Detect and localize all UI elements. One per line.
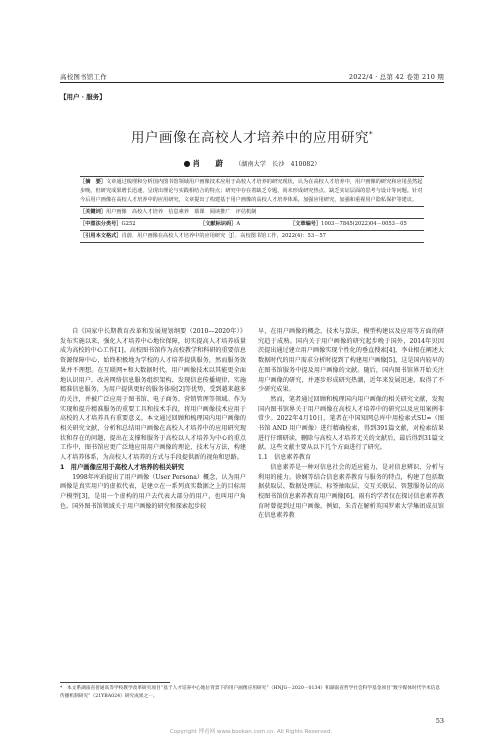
article-number-label: ［文章编号］	[290, 221, 322, 227]
article-number-value: 1003－7845(2022)04－0053－05	[321, 221, 407, 227]
citation-text: 肖蔚．用户画像在高校人才培养中的应用研究［J］．高校图书馆工作，2022(4)：53－57	[121, 233, 326, 239]
document-code	[200, 220, 290, 229]
classification-row	[80, 220, 424, 229]
author-line	[60, 158, 444, 169]
abstract-text: 文章通过梳理和分析国内图书馆领域用户画像技术应用于高校人才培养的研究现状，认为在高校人才培养中，用户画像的研究和应用虽然起步晚，但研究成果增长迅速，呈现出理论与实践相结合的特点；研究中存在着缺乏专题、尚未形成研究热点、缺乏实证层面的思考与设计等问题。针对今后用户画像在高校人才培养中的应用研究，文章提出了构建基于用户画像的高校人才培养体系，加强应用研究，加强和重视用户隐私保护等建议。	[80, 179, 423, 203]
clc-label: ［中图法分类号］	[80, 221, 122, 227]
body-column-right	[258, 327, 444, 521]
article-title-text: 用户画像在高校人才培养中的应用研究	[131, 130, 369, 146]
survey-paragraph: 然而，笔者通过回顾和梳理国内用户画像的相关研究文献，发现国内图书馆界关于用户画像在高校人才培养中的研究以及应用案例非常少。2022年4月10日，笔者在中国知网总库中用检索式SU=（图书馆 AND 用户画像）进行精确检索，得到391篇文献，对检索结果进行仔细研读，删除与高校人才培养无关的文献后，最后得到31篇文献。这些文献主要从以下几个方面进行了研究。	[258, 395, 444, 452]
body-column-left	[60, 327, 246, 511]
keywords-text: 用户画像 高校人才培养 信息素养 慕课 阅读推广 评估机制	[105, 209, 257, 215]
page-number: 53	[435, 717, 444, 725]
section-tag: 【用户 · 服务】	[60, 93, 106, 101]
article-number	[290, 220, 407, 229]
article-metadata	[80, 175, 424, 244]
clc-value: G252	[121, 221, 136, 227]
meta-rule-abstract	[80, 206, 424, 207]
copyright-watermark: Copyright 博看网 www.bookan.com.cn. All Rights Reserved.	[169, 729, 333, 735]
citation	[80, 232, 424, 241]
meta-rule-keywords	[80, 218, 424, 219]
article-title	[60, 126, 444, 146]
section-1-paragraph: 1998年库珀提出了用户画像（User Persona）概念，认为用户画像是真实用户的虚拟代表，是建立在一系列真实数据之上的目标用户模型[3]，是用一个虚构的用户去代表大部分的用户，也叫用户角色。国外图书馆领域关于用户画像的研究和探索起步较	[60, 473, 246, 510]
funding-footnote	[60, 685, 444, 701]
subsection-heading-1-1: 1.1 信息素养教育	[258, 454, 312, 462]
meta-rule-bottom	[80, 242, 424, 243]
author-name: 肖 蔚	[192, 159, 227, 168]
section-heading-1: 1 用户画像应用于高校人才培养的相关研究	[60, 463, 185, 471]
citation-label: ［引用本文格式］	[80, 233, 122, 239]
meta-rule-top	[80, 176, 424, 177]
doc-label: ［文献标识码］	[200, 221, 237, 227]
keywords	[80, 208, 424, 217]
running-header-issue: 2022/4 · 总第 42 卷第 210 期	[348, 73, 444, 81]
abstract-label: ［摘 要］	[80, 179, 106, 185]
author-affiliation: （湖南大学 长沙 410082）	[234, 161, 321, 168]
intro-paragraph: 自《国家中长期教育改革和发展规划纲要（2010—2020年）》发布实施以来，强化人才培养中心地位保障，切实提高人才培养质量成为高校的中心工作[1]。高校图书馆作为高校教学和科研的重要信息资源保障中心，始终积极地为学校的人才培养提供服务，然而服务效果并不理想。在互联网+和大数据时代，用户画像技术以其能更全面地认识用户，改善网络信息服务组织架构、发现信息传播规律、实施精准信息服务，为用户提供更好的服务体验[2]等优势，受到越来越多的关注，并被广泛应用于图书馆、电子商务、营销管理等领域。作为实现和提升精准服务的重要工具和技术手段，将用户画像技术应用于高校的人才培养具有重要意义。本文通过回顾和梳理国内用户画像的相关研究文献，分析和总结用户画像在高校人才培养中的应用研究现状和存在的问题，提出在支撑和服务于高校以人才培养为中心的重点工作中，图书馆应更广泛地应用用户画像的理论、技术与方法，构建人才培养体系，为高校人才培养的方式与手段提供新的视角和思路。	[60, 328, 246, 462]
meta-rule-classification	[80, 230, 424, 231]
footnote-mark: *	[60, 686, 63, 691]
running-header-journal: 高校图书馆工作	[60, 73, 107, 81]
doc-value: A	[236, 221, 241, 227]
footnote-rule	[60, 682, 170, 683]
author-bullet: ●	[183, 159, 191, 168]
clc-number	[80, 220, 200, 229]
continued-paragraph: 早，在用户画像的概念、技术与算法、模型构建以及应用等方面的研究趋于成熟。国内关于用户画像的研究起步晚于国外，2014年贝因茨提出通过建立用户画像实现个性化的垂直搜索[4]，李业根在阐述大数据时代的用户需求分析时提到了构建用户画像[5]，这是国内较早的在图书馆服务中提及用户画像的文献。随后，国内图书馆界开始关注用户画像的研究，并逐步形成研究热潮，近年来发展迅速，取得了不少研究成果。	[258, 328, 444, 394]
header-rule	[60, 82, 444, 83]
keywords-label: ［关键词］	[80, 209, 106, 215]
information-literacy-paragraph: 信息素养是一种对信息社会的适应能力，是对信息辨识、分析与利用的能力。徐娴等结合信息素养教育与服务的特点，构建了包括数据获取层、数据处理层、标签抽取层、交互关联层、智慧服务层的高校图书馆信息素养教育用户画像[6]。雨有约学者仅在探讨信息素养教育时曾提到过用户画像。例如，朱青在解析英国罗素大学集团成员馆在信息素养教	[258, 463, 444, 520]
footnote-text: 本文系湖南省普通高等学校教学改革研究项目“基于人才培养中心地位背景下的用户画像应用研究”（HNJG－2020－0134）和湖南省哲学社会科学基金项目“数字媒体时代学术信息传播机制研究”（21YBA024）研究成果之一。	[60, 686, 441, 699]
title-footnote-mark: *	[369, 130, 373, 139]
abstract	[80, 178, 424, 205]
